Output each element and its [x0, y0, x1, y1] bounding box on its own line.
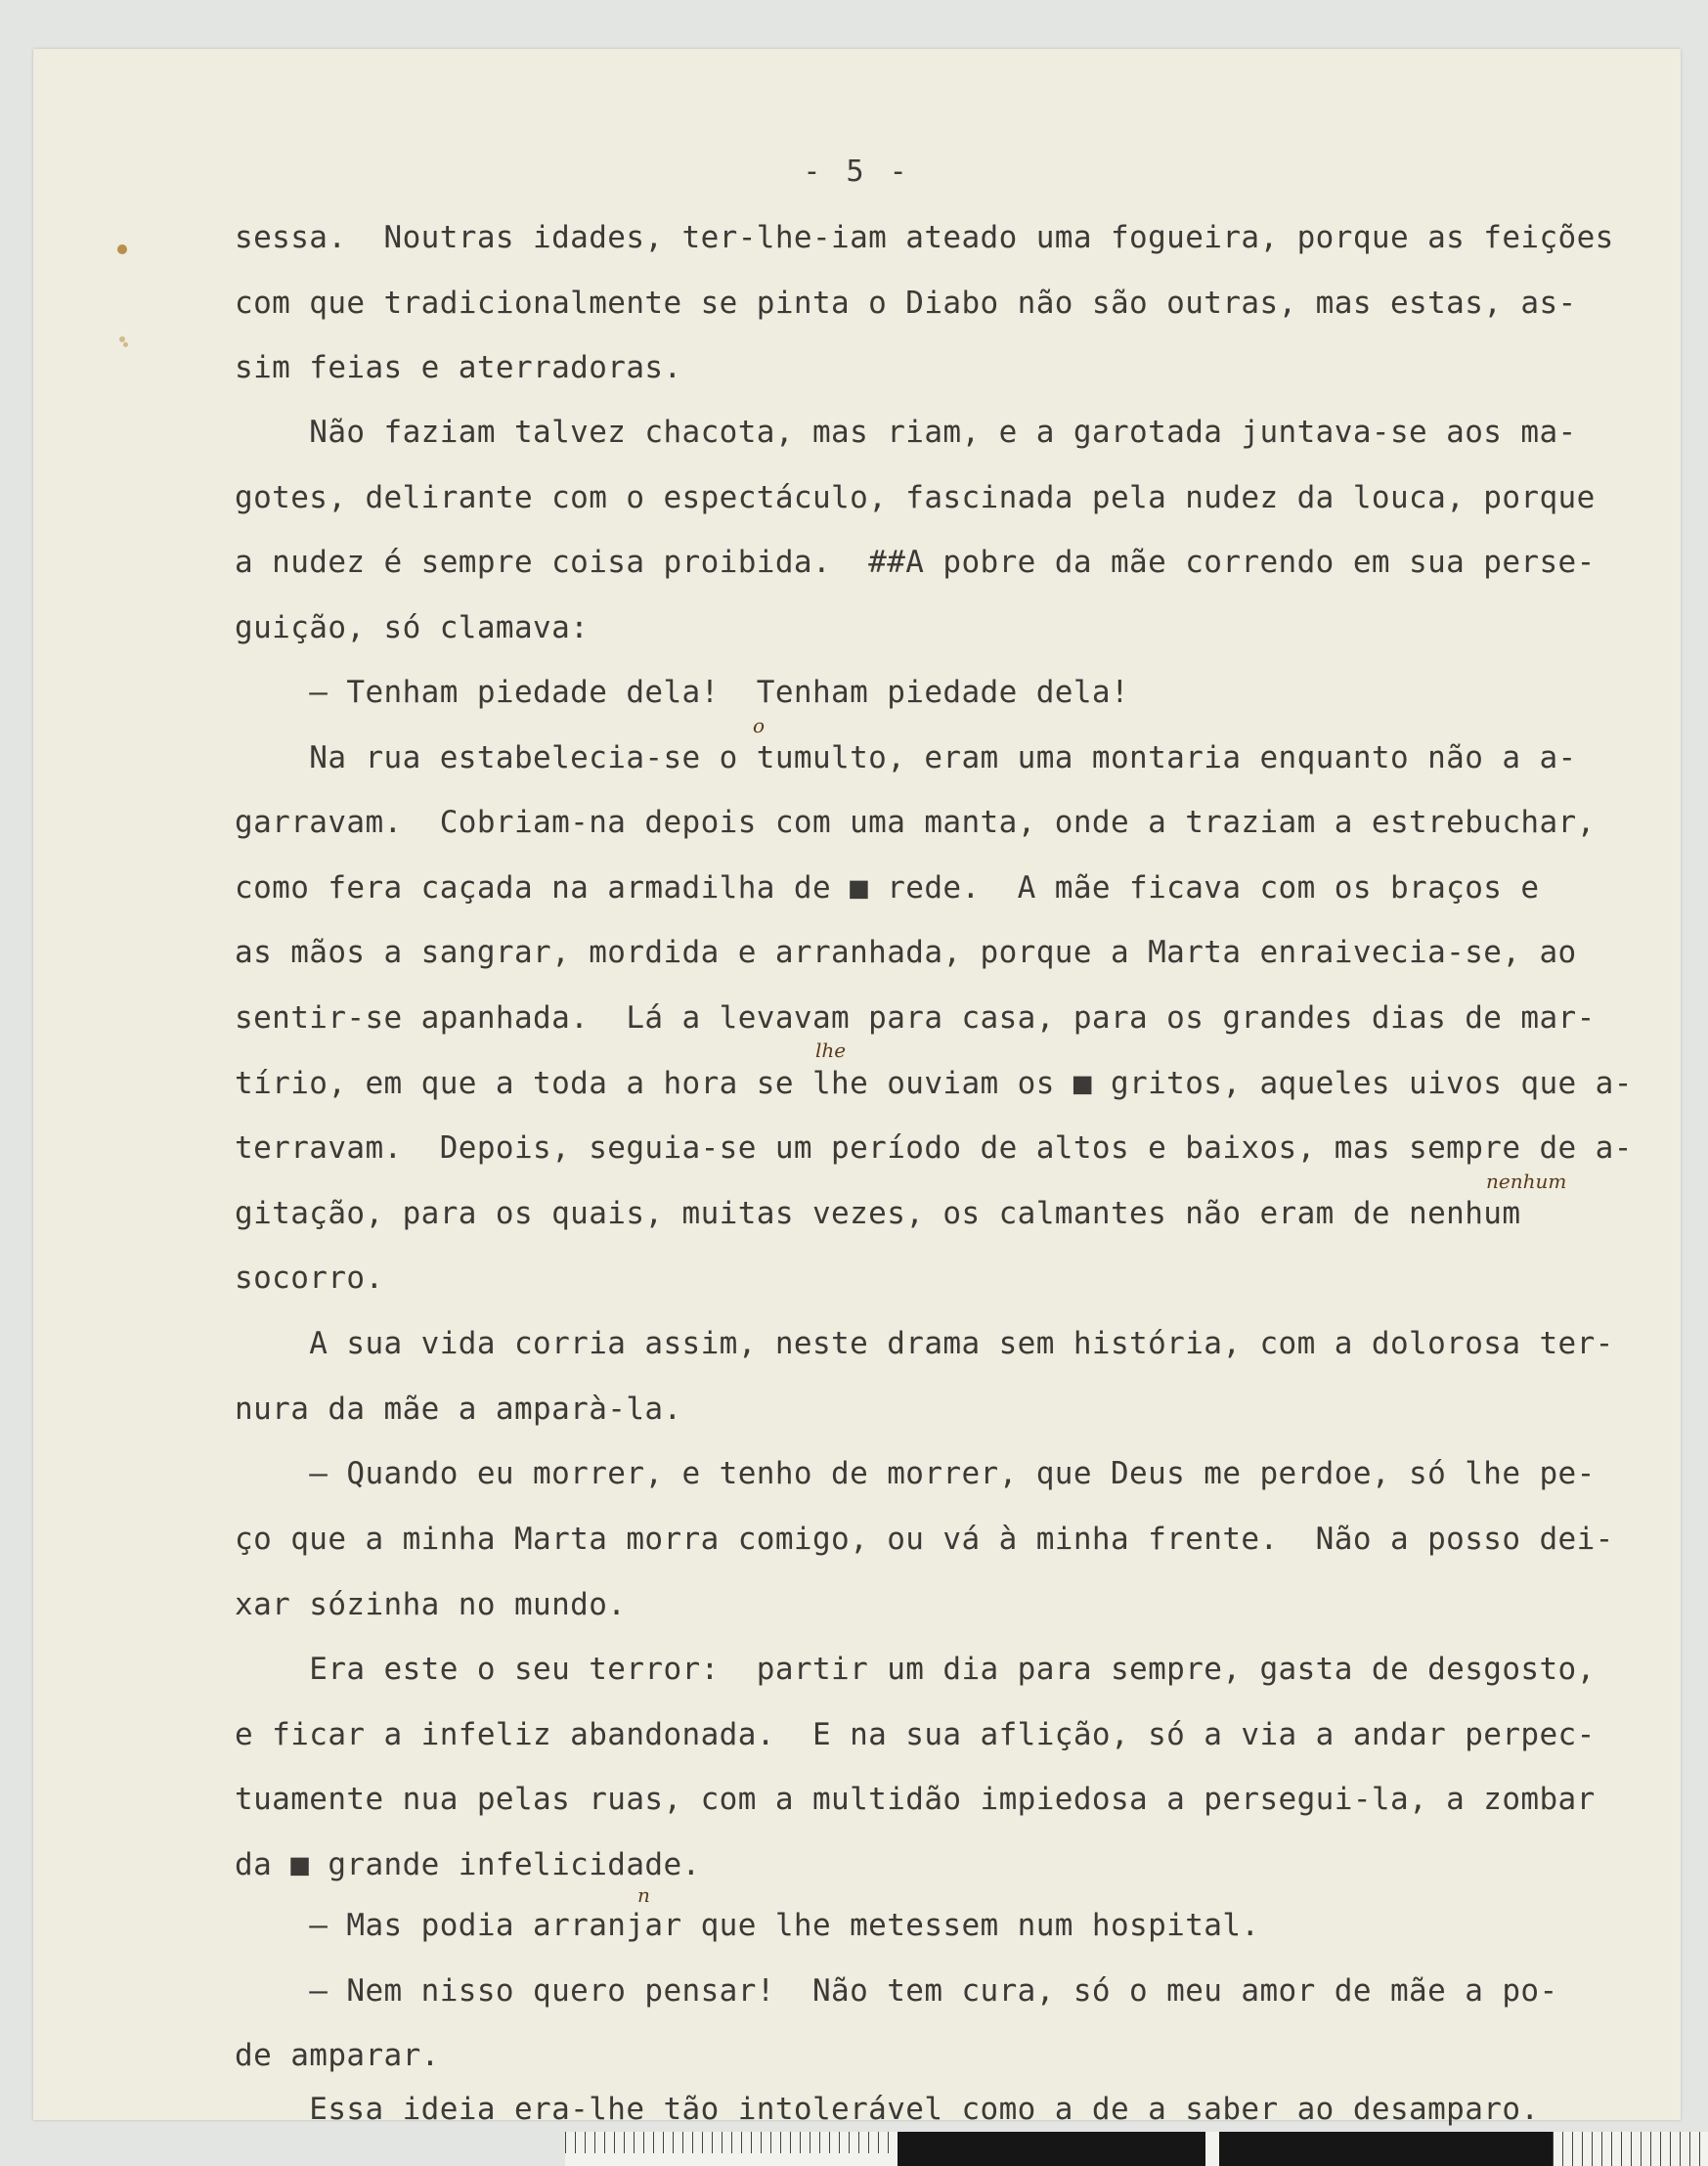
- ruler-ticks-right: [1553, 2132, 1708, 2166]
- text-line-24: e ficar a infeliz abandonada. E na sua aflição, só a via a andar perpec-: [235, 1717, 1596, 1752]
- text-line-18: A sua vida corria assim, neste drama sem história, com a dolorosa ter-: [235, 1326, 1614, 1361]
- text-line-7: guição, só clamava:: [235, 610, 590, 645]
- text-line-9: Na rua estabelecia-se o tumulto, eram uma montaria enquanto não a a-: [235, 740, 1577, 775]
- text-line-15: terravam. Depois, seguia-se um período de altos e baixos, mas sempre de a-: [235, 1130, 1633, 1166]
- scale-ruler: [565, 2132, 1708, 2166]
- text-line-21: ço que a minha Marta morra comigo, ou vá à minha frente. Não a posso dei-: [235, 1522, 1614, 1557]
- text-line-12: as mãos a sangrar, mordida e arranhada, porque a Marta enraivecia-se, ao: [235, 935, 1577, 970]
- text-line-28: — Nem nisso quero pensar! Não tem cura, só o meu amor de mãe a po-: [235, 1973, 1558, 2009]
- handwritten-insertion-nenhum: nenhum: [1486, 1170, 1567, 1193]
- text-line-10: garravam. Cobriam-na depois com uma manta, onde a traziam a estrebuchar,: [235, 805, 1596, 840]
- text-line-17: socorro.: [235, 1260, 384, 1296]
- text-line-11: como fera caçada na armadilha de ■ rede. A mãe ficava com os braços e: [235, 870, 1540, 906]
- ruler-ticks: [565, 2132, 898, 2153]
- text-line-13: sentir-se apanhada. Lá a levavam para casa, para os grandes dias de mar-: [235, 1000, 1596, 1036]
- text-line-22: xar sózinha no mundo.: [235, 1587, 627, 1622]
- text-line-4: Não faziam talvez chacota, mas riam, e a garotada juntava-se aos ma-: [235, 415, 1577, 450]
- typescript-page: [33, 49, 1681, 2127]
- handwritten-insertion-n: n: [637, 1883, 650, 1907]
- page-number: - 5 -: [803, 155, 911, 189]
- text-line-6: a nudez é sempre coisa proibida. ##A pobre da mãe correndo em sua perse-: [235, 545, 1596, 580]
- handwritten-insertion-o: o: [753, 714, 766, 737]
- text-line-3: sim feias e aterradoras.: [235, 350, 682, 385]
- text-line-2: com que tradicionalmente se pinta o Diabo não são outras, mas estas, as-: [235, 286, 1577, 321]
- text-line-19: nura da mãe a amparà-la.: [235, 1392, 682, 1427]
- text-line-25: tuamente nua pelas ruas, com a multidão impiedosa a persegui-la, a zombar: [235, 1782, 1596, 1817]
- text-line-27: — Mas podia arranjar que lhe metessem num hospital.: [235, 1908, 1260, 1943]
- text-line-30: Essa ideia era-lhe tão intolerável como a de a saber ao desamparo.: [235, 2092, 1540, 2127]
- text-line-29: de amparar.: [235, 2038, 440, 2073]
- text-line-16: gitação, para os quais, muitas vezes, os calmantes não eram de nenhum: [235, 1196, 1521, 1231]
- text-line-20: — Quando eu morrer, e tenho de morrer, que Deus me perdoe, só lhe pe-: [235, 1456, 1596, 1491]
- text-line-5: gotes, delirante com o espectáculo, fascinada pela nudez da louca, porque: [235, 480, 1596, 515]
- text-line-14: tírio, em que a toda a hora se lhe ouviam os ■ gritos, aqueles uivos que a-: [235, 1066, 1633, 1101]
- text-line-8: — Tenham piedade dela! Tenham piedade dela!: [235, 675, 1130, 710]
- handwritten-insertion-lhe: lhe: [815, 1039, 847, 1062]
- ink-stain: [117, 244, 127, 254]
- text-line-26: da ■ grande infelicidade.: [235, 1847, 701, 1882]
- ink-stain: [123, 342, 128, 347]
- text-line-1: sessa. Noutras idades, ter-lhe-iam ateado uma fogueira, porque as feições: [235, 220, 1614, 255]
- ruler-gap: [1205, 2132, 1219, 2166]
- text-line-23: Era este o seu terror: partir um dia para sempre, gasta de desgosto,: [235, 1652, 1596, 1687]
